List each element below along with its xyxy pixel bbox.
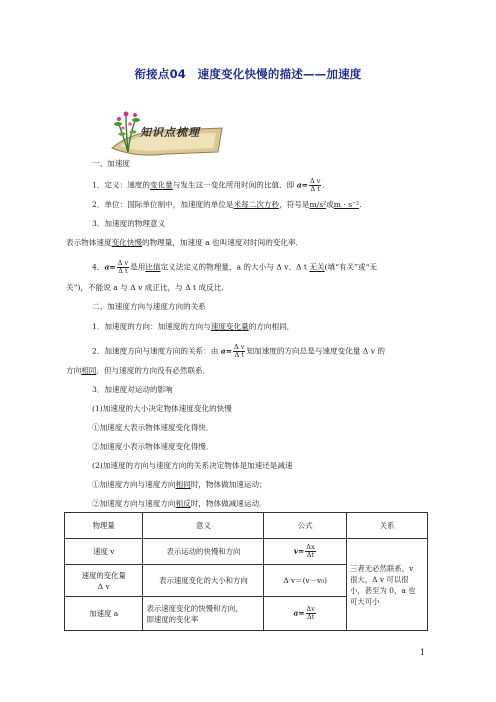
banner-label: 知识点梳理: [140, 126, 200, 139]
comparison-table: [64, 512, 428, 631]
para-effect-2b: ②加速度方向与速度方向相反时，物体做减速运动．: [92, 499, 267, 508]
table-cell: Δ v＝(v－v₀): [264, 565, 347, 597]
page-title: 衔接点04 速度变化快慢的描述——加速度: [134, 67, 362, 81]
table-cell: v= $\frac{\Delta x}{\Delta t}$: [264, 539, 347, 565]
page-number: 1: [420, 648, 426, 657]
para-effect-1b: ②加速度小表示物体速度变化得慢．: [92, 442, 214, 451]
para-effect-heading: 3．加速度对运动的影响: [92, 385, 173, 394]
table-cell: a= $\frac{\Delta v}{\Delta t}$: [264, 597, 347, 631]
para-relation-cont: 方向相同．但与速度的方向没有必然联系．: [66, 366, 211, 375]
para-effect-2: (2)加速度的方向与速度方向的关系决定物体是加速还是减速: [92, 461, 293, 470]
table-cell: 速度的变化量 Δ v: [65, 565, 143, 597]
table-cell: 表示速度变化的大小和方向: [143, 565, 264, 597]
table-cell-relation: 三者无必然联系，v 很大，Δ v 可以很 小，甚至为 0，a 也 可大可小: [346, 539, 427, 631]
table-header: 物理量: [65, 513, 143, 539]
para-definition: 1．定义：速度的变化量与发生这一变化所用时间的比值．即 a= $\frac{\text{Δ v}}{\text{Δ t}}$ .: [92, 177, 325, 193]
para-effect-1a: ①加速度大表示物体速度变化得快．: [92, 423, 214, 432]
section-1-heading: 一、加速度: [92, 159, 130, 168]
table-cell: 表示运动的快慢和方向: [143, 539, 264, 565]
para-effect-1: (1)加速度的大小决定物体速度变化的快慢: [92, 404, 232, 413]
para-relation: 2．加速度方向与速度方向的关系：由 a= $\frac{\text{Δ v}}{\text{Δ t}}$ 知加速度的方向总是与速度变化量 Δ v 的: [92, 343, 385, 359]
para-meaning: 表示物体速度变化快慢的物理量，加速度 a 也叫速度对时间的变化率．: [66, 238, 304, 247]
para-unit: 2．单位：国际单位制中，加速度的单位是米每二次方秒，符号是m/s²或m · s⁻².: [92, 200, 362, 209]
para-meaning-heading: 3．加速度的物理意义: [92, 219, 166, 228]
table-header: 意义: [143, 513, 264, 539]
table-header: 公式: [264, 513, 347, 539]
para-ratio-def: 4．a= $\frac{\text{Δ v}}{\text{Δ t}}$ 是用比值定义法定义的物理量，a 的大小与 Δ v、Δ t 无关(填“有关”或“无: [92, 259, 378, 275]
table-row: [65, 539, 428, 565]
section-2-heading: 二、加速度方向与速度方向的关系: [92, 302, 206, 311]
para-ratio-def-cont: 关”)，不能说 a 与 Δ v 成正比，与 Δ t 成反比．: [66, 283, 229, 292]
para-direction: 1．加速度的方向：加速度的方向与速度变化量的方向相同．: [92, 322, 295, 331]
table-header: 关系: [346, 513, 427, 539]
table-cell: 表示速度变化的快慢和方向， 即速度的变化率: [143, 597, 264, 631]
table-cell: 速度 v: [65, 539, 143, 565]
table-cell: 加速度 a: [65, 597, 143, 631]
para-effect-2a: ①加速度方向与速度方向相同时，物体做加速运动；: [92, 480, 267, 489]
